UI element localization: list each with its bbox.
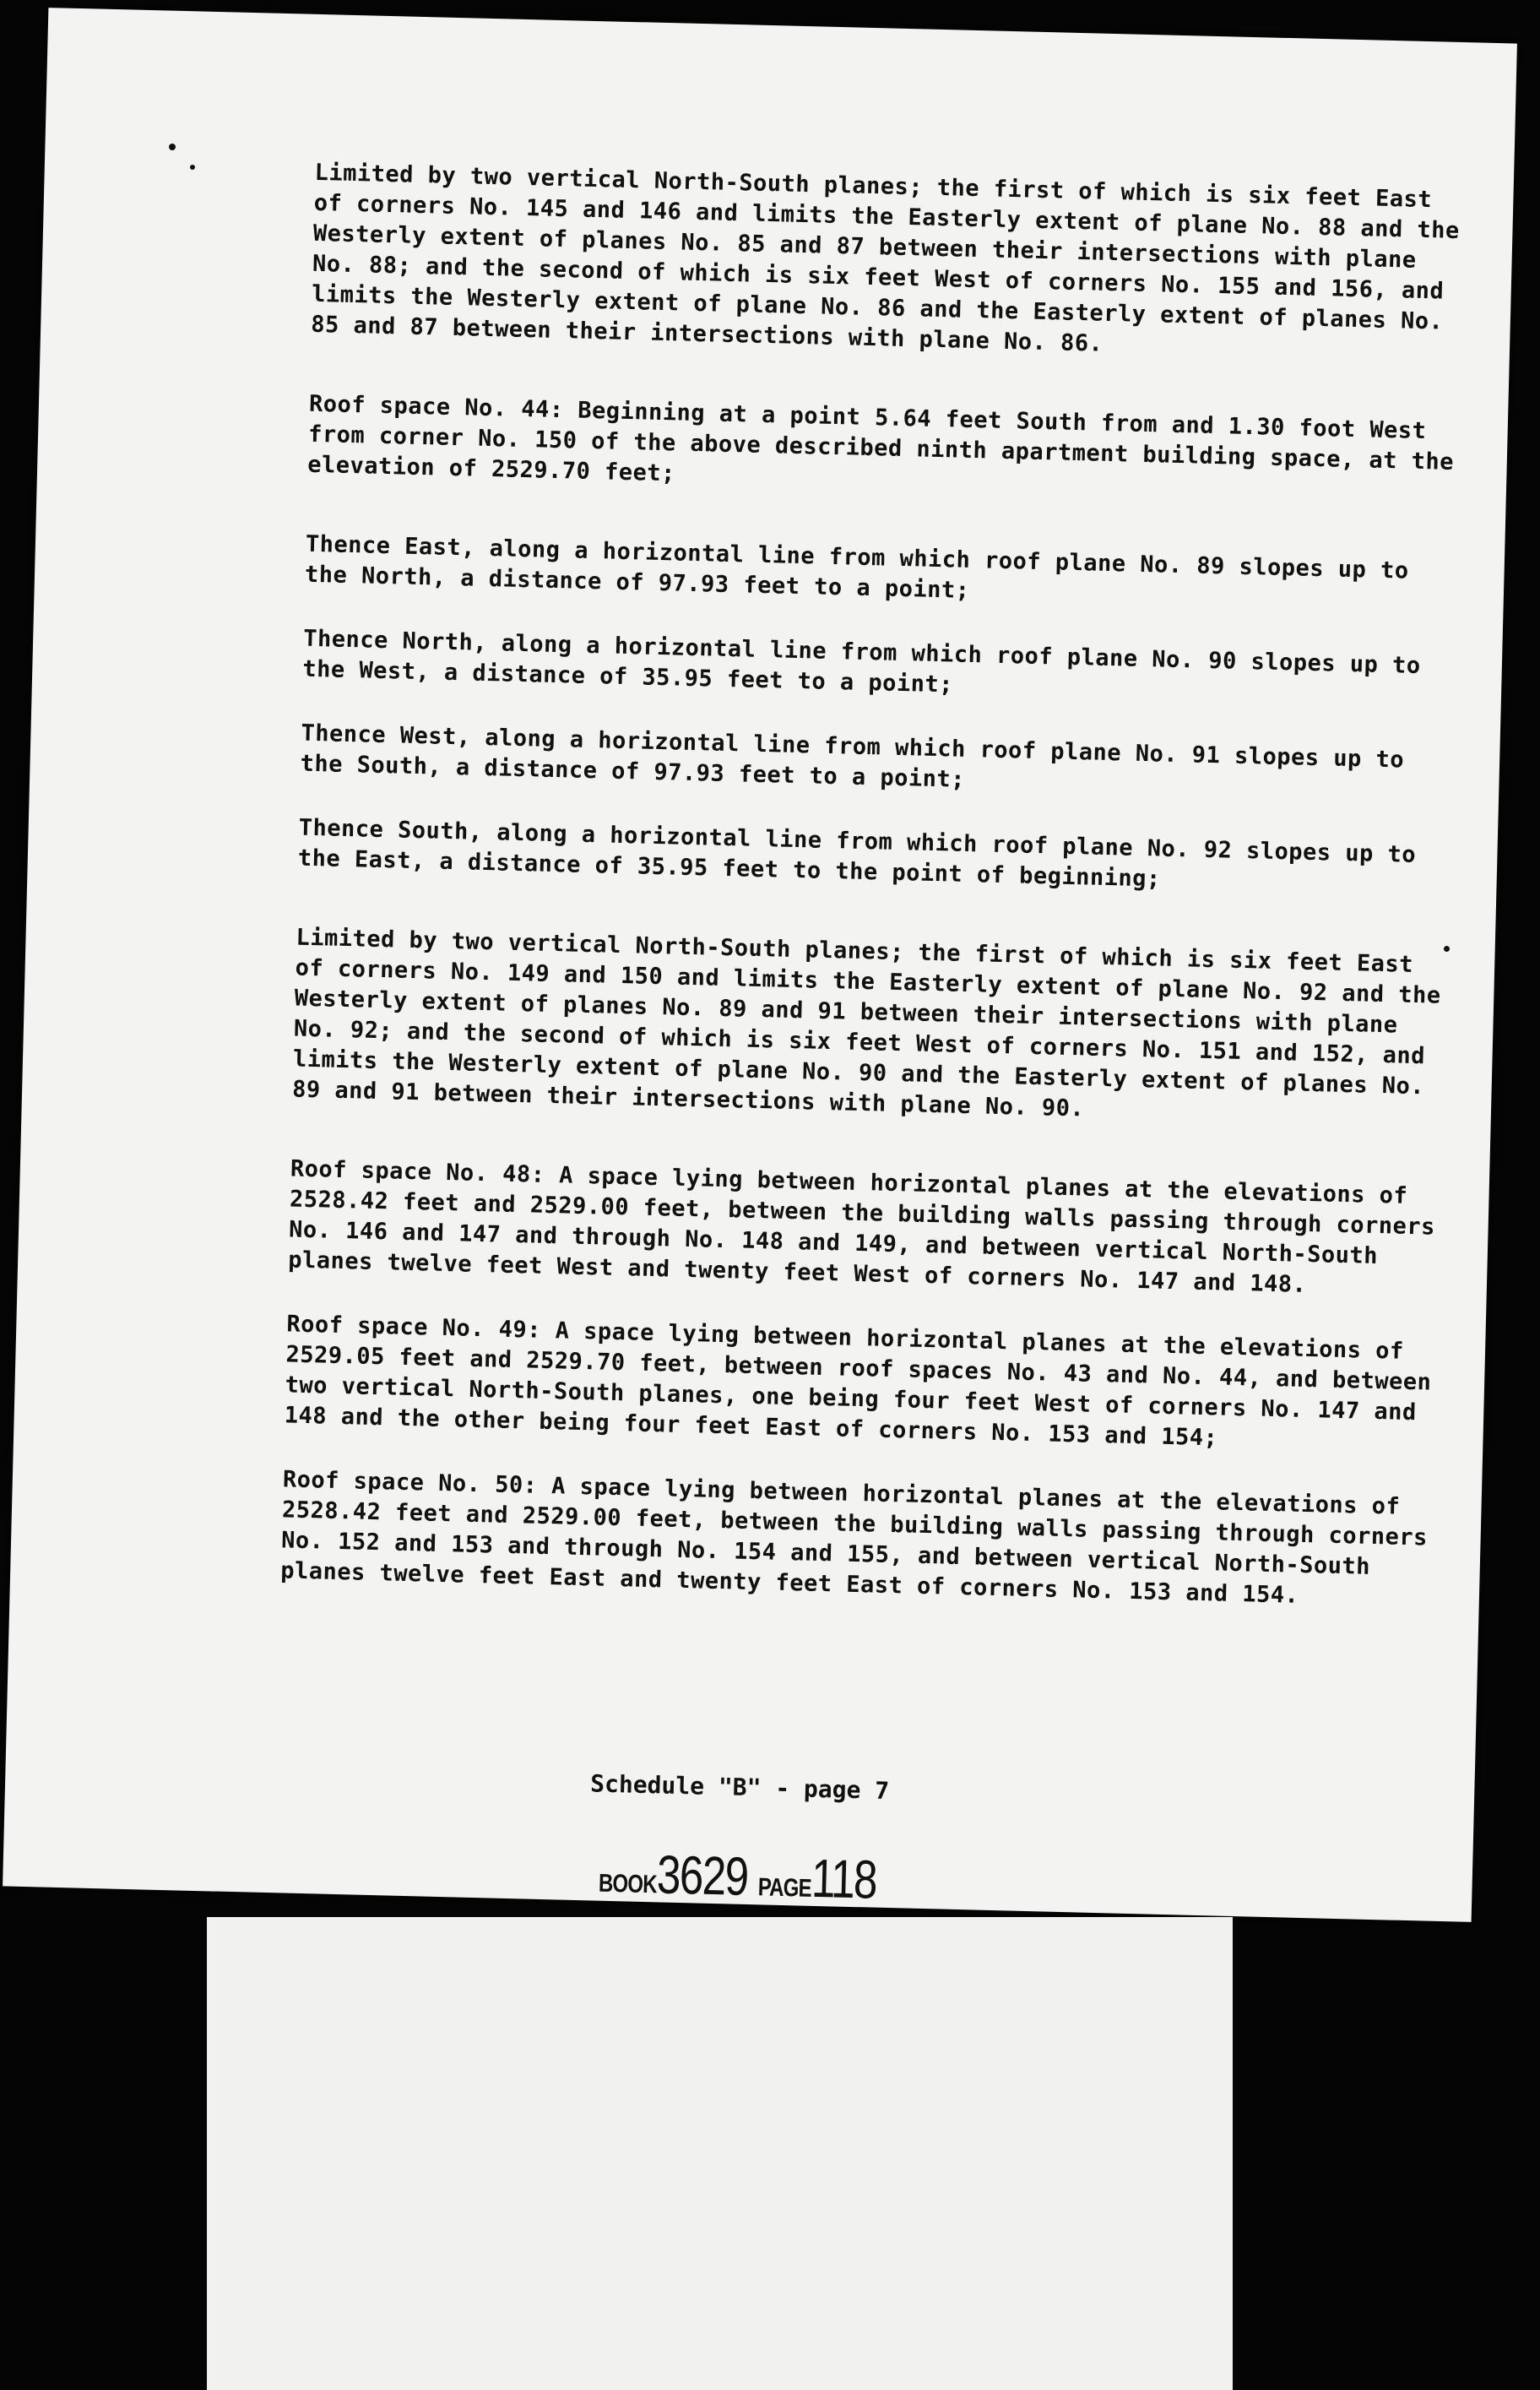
paragraph-thence-east: Thence East, along a horizontal line from which roof plane No. 89 slopes up to the North, a distance of 97.93 feet to a point; (304, 530, 1409, 604)
document-page (3, 8, 1517, 1922)
paragraph-roof-space-49: Roof space No. 49: A space lying between horizontal planes at the elevations of 2529.05 feet and 2529.70 feet, between roof spaces No. 43 and No. 44, and between two vertical North-South planes, one being four feet West of corners No. 147 and 148 and the other being four feet East of corners No. 153 and 154; (284, 1311, 1432, 1452)
paragraph-thence-north: Thence North, along a horizontal line from which roof plane No. 90 slopes up to the West, a distance of 35.95 feet to a point; (302, 625, 1421, 698)
document-body (279, 158, 1472, 1649)
scan-speck (1444, 946, 1450, 952)
paragraph-roof-space-50: Roof space No. 50: A space lying between horizontal planes at the elevations of 2528.42 feet and 2529.00 feet, between the building walls passing through corners No. 152 and 153 and through No. 154 and 155, and between vertical North-South planes twelve feet East and twenty feet East of corners No. 153 and 154. (279, 1466, 1429, 1609)
page-label: PAGE (757, 1873, 812, 1903)
paragraph-roof-space-44: Roof space No. 44: Beginning at a point 5.64 feet South from and 1.30 foot West from corner No. 150 of the above described ninth apartment building space, at the elevation of 2529.70 feet; (306, 390, 1455, 487)
paragraph-roof-space-48: Roof space No. 48: A space lying between horizontal planes at the elevations of 2528.42 feet and 2529.00 feet, between the building walls passing through corners No. 146 and 147 and through No. 148 and 149, and between vertical North-South planes twelve feet West and twenty feet West of corners No. 147 and 148. (287, 1155, 1436, 1298)
scan-speck (169, 144, 176, 150)
page-number: 118 (811, 1847, 877, 1910)
schedule-footer: Schedule "B" - page 7 (589, 1769, 890, 1806)
paragraph-limits-2: Limited by two vertical North-South planes; the first of which is six feet East of corners No. 149 and 150 and limits the Easterly extent of plane No. 92 and the Westerly extent of planes No. 89 and 91 between their intersections with plane No. 92; and the second of which is six feet West of corners No. 151 and 152, and limits the Westerly extent of plane No. 90 and the Easterly extent of planes No. 89 and 91 between their intersections with plane No. 90. (291, 924, 1441, 1122)
paragraph-limits-1: Limited by two vertical North-South planes; the first of which is six feet East of corners No. 145 and 146 and limits the Easterly extent of plane No. 88 and the Westerly extent of planes No. 85 and 87 between their intersections with plane No. 88; and the second of which is six feet West of corners No. 155 and 156, and limits the Westerly extent of plane No. 86 and the Easterly extent of planes No. 85 and 87 between their intersections with plane No. 86. (310, 159, 1461, 357)
underlying-blank-page (207, 1917, 1233, 2390)
book-number: 3629 (656, 1844, 749, 1907)
book-page-stamp (149, 1831, 1326, 1922)
scan-speck (190, 165, 195, 170)
paragraph-thence-south: Thence South, along a horizontal line from which roof plane No. 92 slopes up to the East, a distance of 35.95 feet to the point of beginning; (297, 814, 1417, 893)
book-label: BOOK (598, 1869, 658, 1899)
paragraph-thence-west: Thence West, along a horizontal line from which roof plane No. 91 slopes up to the South, a distance of 97.93 feet to a point; (300, 720, 1405, 793)
